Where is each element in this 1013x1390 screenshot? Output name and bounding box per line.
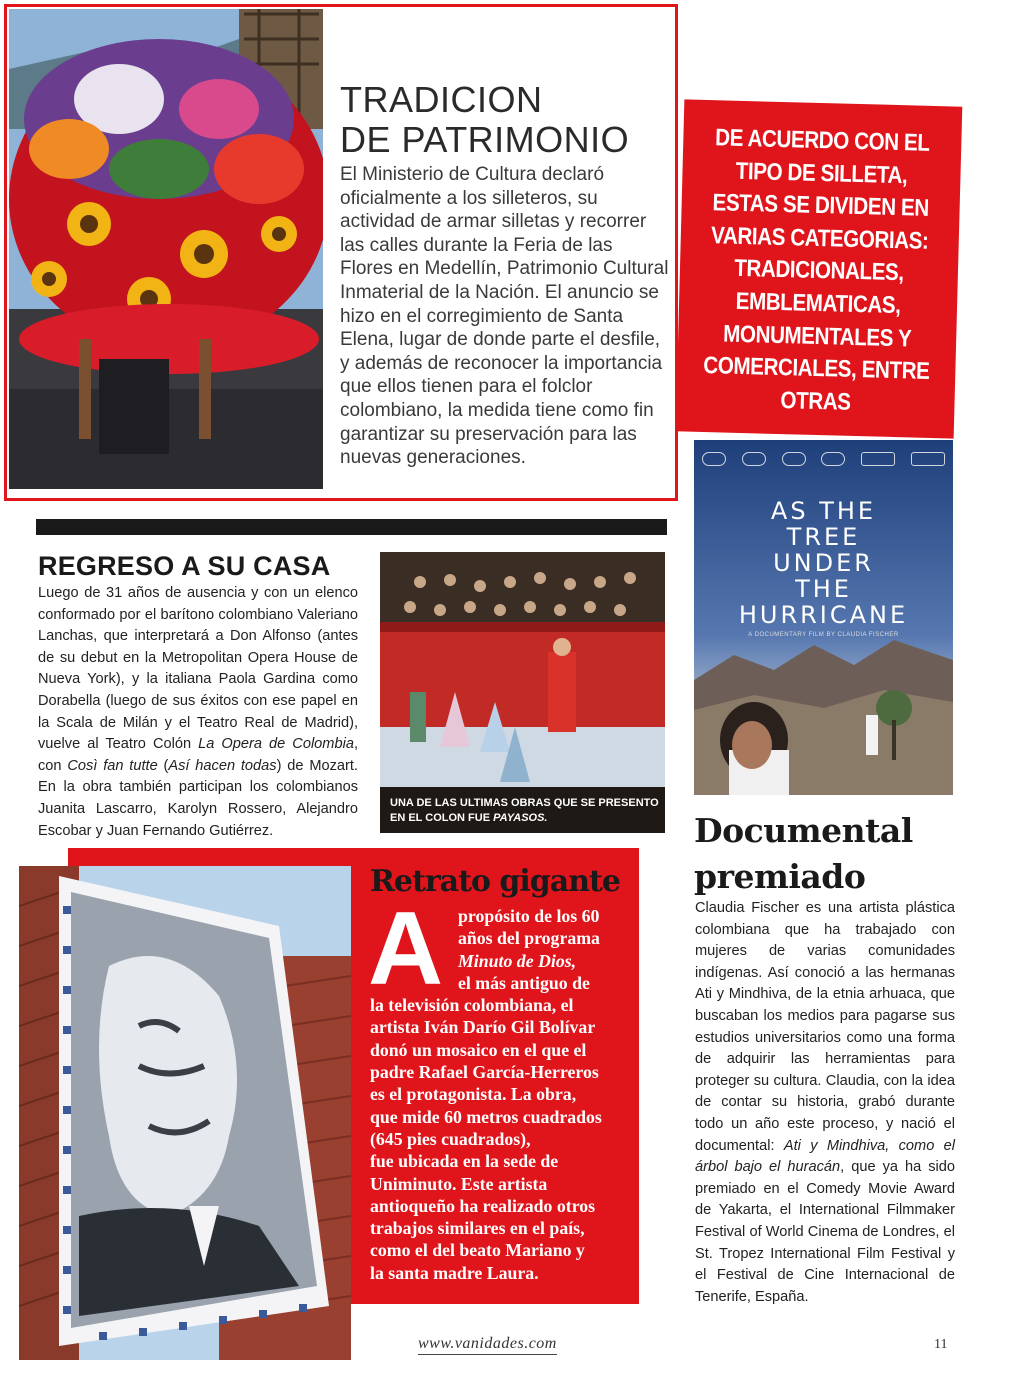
- retrato-line: es el protagonista. La obra,: [370, 1084, 577, 1105]
- body-italic-text: Così fan tutte: [67, 757, 158, 774]
- body-text: (: [157, 757, 169, 774]
- retrato-title: Retrato gigante: [370, 864, 620, 899]
- documentary-poster: [694, 440, 953, 795]
- title-line: Documental: [694, 811, 913, 850]
- laurel-icon: [702, 452, 726, 466]
- top-article-body: El Ministerio de Cultura declaró oficialmente a los silleteros, su actividad de armar silletas y recorrer las calles durante la Feria de las Flores en Medellín, Patrimonio Cultural Inmaterial de la Nación. El anuncio se hizo en el corregimiento de Santa Elena, lugar de donde parte el desfile, y además de reconocer la importancia que ellos tienen para el folclor colombiano, la medida tiene como fin garantizar su preservación para las nuevas generaciones.: [340, 164, 669, 469]
- festival-laurels: [702, 452, 945, 466]
- retrato-line: como el del beato Mariano y: [370, 1240, 585, 1261]
- retrato-line: padre Rafael García-Herreros: [370, 1062, 599, 1083]
- body-text: ) de Mozart. En la obra también participan los colombianos Juanita Lascarro, Karolyn Rossero, Alejandro Escobar y Juan Fernando Gutiérrez.: [38, 757, 358, 839]
- retrato-line: que mide 60 metros cuadrados: [370, 1106, 602, 1127]
- retrato-dropcap: A: [368, 891, 444, 1007]
- body-text: , con: [38, 736, 358, 774]
- poster-title-line: AS THE: [770, 497, 877, 525]
- body-text: Claudia Fischer es una artista plástica colombiana que ha trabajado con mujeres de varias comunidades indígenas. Así conoció a las hermanas Ati y Mindhiva, de la etnia arhuaca, que buscaban los medios para pagarse sus estudios universitarios como una forma de adquirir las herramientas para proteger su cultura. Claudia, con la idea de contar su historia, grabó durante todo un año este proceso, y nació el documental:: [695, 900, 955, 1154]
- laurel-icon: [742, 452, 766, 466]
- body-italic-text: Ati y Mindhiva, como el árbol bajo el huracán: [695, 1137, 955, 1176]
- caption-italic-text: PAYASOS.: [493, 812, 548, 824]
- title-line: premiado: [694, 857, 866, 896]
- top-article-title: [340, 80, 629, 160]
- retrato-line: (645 pies cuadrados),: [370, 1128, 531, 1149]
- title-line: DE PATRIMONIO: [340, 119, 630, 160]
- regreso-body: [38, 583, 358, 842]
- retrato-italic-line: Minuto de Dios,: [458, 950, 577, 971]
- silleta-categories-callout: [676, 99, 963, 438]
- body-italic-text: La Opera de Colombia: [198, 736, 354, 753]
- retrato-line: donó un mosaico en el que el: [370, 1039, 587, 1060]
- laurel-icon: [821, 452, 845, 466]
- section-divider-bar: [36, 519, 667, 535]
- laurel-icon: [782, 452, 806, 466]
- body-text: Luego de 31 años de ausencia y con un elenco conformado por el barítono colombiano Valeriano Lanchas, que interpretará a Don Alfonso (antes de su debut en la Metropolitan Opera House de Nueva York), y la italiana Paola Gardina como Dorabella (luego de sus éxitos con ese papel en la Scala de Milán y el Teatro Real de Madrid), vuelve al Teatro Colón: [38, 585, 358, 753]
- body-italic-text: Así hacen todas: [168, 757, 277, 774]
- retrato-line: fue ubicada en la sede de: [370, 1151, 559, 1172]
- page-number: 11: [934, 1337, 948, 1352]
- retrato-line: [370, 950, 638, 972]
- regreso-title: REGRESO A SU CASA: [38, 551, 331, 581]
- retrato-line: trabajos similares en el país,: [370, 1218, 585, 1239]
- opera-stage-photo: [380, 552, 665, 833]
- silleta-flowers-photo: [9, 9, 323, 489]
- retrato-line: Uniminuto. Este artista: [370, 1173, 548, 1194]
- poster-subtitle: A DOCUMENTARY FILM BY CLAUDIA FISCHER: [748, 632, 899, 638]
- callout-text: DE ACUERDO CON EL TIPO DE SILLETA, ESTAS SE DIVIDEN EN VARIAS CATEGORIAS: TRADICIONALES, EMBLEMATICAS, MONUMENTALES Y COMERCIALES, ENTRE OTRAS: [702, 124, 930, 416]
- body-text: , que ya ha sido premiado en el Comedy Movie Award de Yakarta, el International Filmmaker Festival of World Cinema de Londres, el St. Tropez International Film Festival y el Festival de Cine Internacional de Tenerife, España.: [695, 1159, 955, 1305]
- poster-title-line: THE: [795, 575, 852, 603]
- retrato-line: el más antiguo de: [458, 972, 590, 993]
- retrato-line: artista Iván Darío Gil Bolívar: [370, 1017, 596, 1038]
- retrato-body: [370, 905, 638, 1284]
- laurel-icon: [911, 452, 945, 466]
- opera-photo-caption: [390, 796, 660, 826]
- laurel-icon: [861, 452, 895, 466]
- retrato-line: la santa madre Laura.: [370, 1262, 539, 1283]
- documental-body: [695, 898, 955, 1308]
- footer-website-link[interactable]: www.vanidades.com: [418, 1335, 557, 1355]
- retrato-line: propósito de los 60: [458, 906, 600, 926]
- poster-title-line: UNDER: [773, 549, 874, 577]
- poster-title-line: TREE: [786, 523, 861, 551]
- poster-title-line: HURRICANE: [738, 601, 909, 629]
- poster-title: [694, 498, 953, 628]
- retrato-line: la televisión colombiana, el: [370, 995, 574, 1016]
- caption-text: UNA DE LAS ULTIMAS OBRAS QUE SE PRESENTO EN EL COLON FUE: [390, 797, 659, 824]
- retrato-line: antioqueño ha realizado otros: [370, 1195, 596, 1216]
- retrato-line: años del programa: [458, 928, 600, 949]
- title-line: TRADICION: [340, 79, 543, 120]
- documental-title: [694, 808, 913, 900]
- mosaic-building-photo: [19, 866, 351, 1360]
